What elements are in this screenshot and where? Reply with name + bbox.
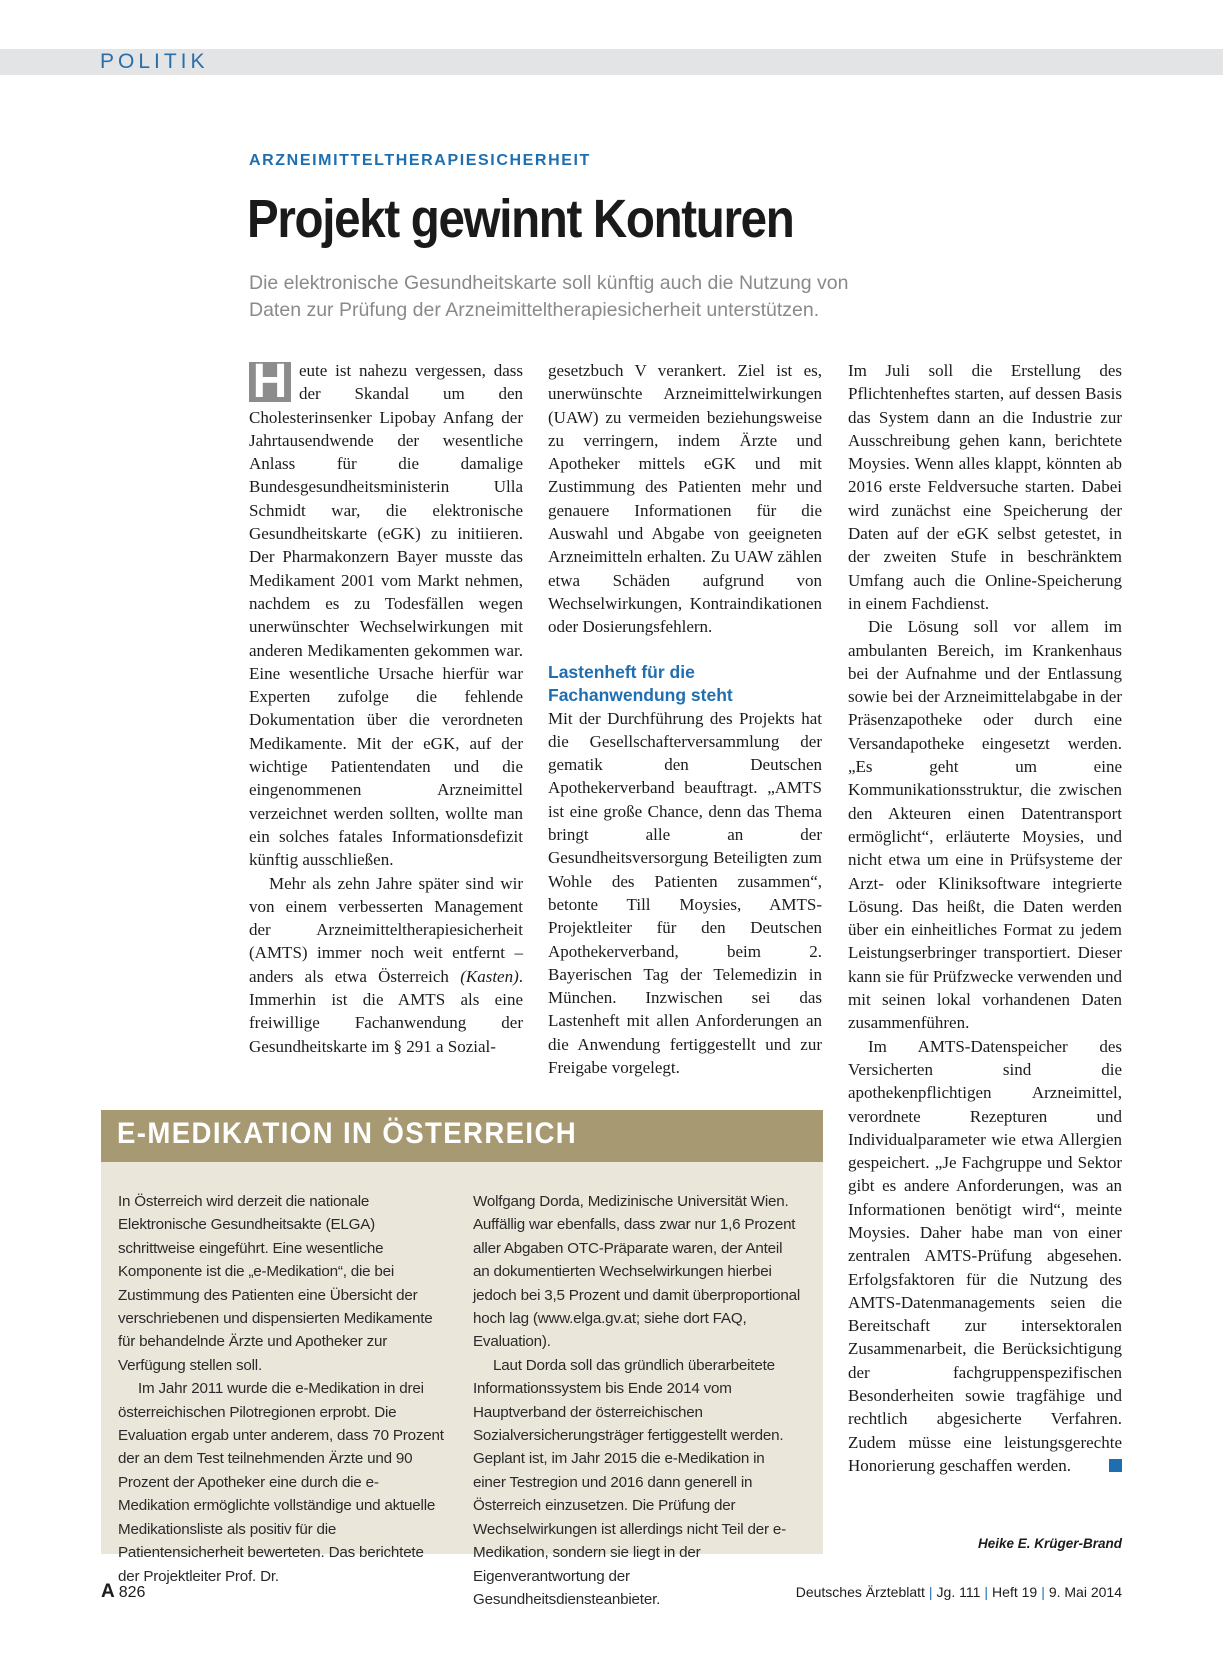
- info-box-header: [101, 1110, 823, 1162]
- box-reference: (Kasten): [460, 966, 519, 986]
- subheading-line: Fachanwendung steht: [548, 684, 733, 705]
- journal-issue: Heft 19: [992, 1584, 1038, 1600]
- paragraph-text: Mehr als zehn Jahre später sind wir von einem verbesserten Management der Arzneimitteltherapiesicherheit (AMTS) immer noch weit entfernt – anders als etwa Österreich: [249, 873, 523, 986]
- article-column-2: [548, 359, 822, 1079]
- paragraph: Mit der Durchführung des Projekts hat die Gesellschafterversammlung der gematik den Deutschen Apothekerverband beauftragt. „AMTS ist eine große Chance, denn das Thema bringt alle an der Gesundheitsversorgung Beteiligten zum Wohle des Patienten zusammen“, betonte Till Moysies, AMTS-Projektleiter für den Deutschen Apothekerverband, beim 2. Bayerischen Tag der Telemedizin in München. Inzwischen sei das Lastenheft mit allen Anforderungen an die Anwendung fertiggestellt und zur Freigabe vorgelegt.: [548, 708, 822, 1078]
- section-subheading: [548, 661, 822, 707]
- page-prefix: A: [101, 1581, 115, 1602]
- separator: |: [984, 1584, 989, 1600]
- drop-cap: H: [249, 362, 291, 402]
- end-mark-icon: [1109, 1459, 1122, 1472]
- paragraph: Im Juli soll die Erstellung des Pflichtenheftes starten, auf dessen Basis das System dann an die Industrie zur Ausschreibung gehen kann, berichtete Moysies. Wenn alles klappt, könnten ab 2016 erste Feldversuche starten. Dabei wird zunächst eine Speicherung der Daten auf der eGK selbst getestet, in der zweiten Stufe in beschränktem Umfang auch die Online-Speicherung in einem Fachdienst.: [848, 361, 1122, 613]
- journal-date: 9. Mai 2014: [1048, 1584, 1122, 1600]
- author-byline: Heike E. Krüger-Brand: [977, 1536, 1122, 1551]
- section-label: POLITIK: [100, 50, 209, 73]
- separator: |: [1041, 1584, 1045, 1600]
- paragraph: Wolfgang Dorda, Medizinische Universität Wien. Auffällig war ebenfalls, dass zwar nur 1,6 Prozent aller Abgaben OTC-Präparate waren, der Anteil an dokumentierten Wechselwirkungen hierbei jedoch bei 3,5 Prozent und damit überproportional hoch lag (www.elga.gv.at; siehe dort FAQ, Evaluation).: [473, 1193, 801, 1351]
- paragraph: gesetzbuch V verankert. Ziel ist es, unerwünschte Arzneimittelwirkungen (UAW) zu vermeiden beziehungsweise zu verringern, indem Ärzte und Apotheker mittels eGK und mit Zustimmung des Patienten mehr und genauere Informationen für die Auswahl und Abgabe von geeigneten Arzneimitteln erhalten. Zu UAW zählen etwa Schäden aufgrund von Wechselwirkungen, Kontraindikationen oder Dosierungsfehlern.: [548, 361, 822, 637]
- paragraph: Im Jahr 2011 wurde die e-Medikation in drei österreichischen Pilotregionen erprobt. Die Evaluation ergab unter anderem, dass 70 Prozent der an dem Test teilnehmenden Ärzte und 90 Prozent der Apotheker eine durch die e-Medikation ermöglichte vollständige und aktuelle Medikationsliste als positiv für die Patientensicherheit bewerteten. Das berichtete der Projektleiter Prof. Dr.: [118, 1380, 444, 1585]
- journal-name: Deutsches Ärzteblatt: [795, 1584, 925, 1600]
- article-column-1: [249, 355, 523, 1058]
- journal-volume: Jg. 111: [936, 1584, 981, 1600]
- page-number-value: 826: [118, 1584, 146, 1601]
- paragraph: In Österreich wird derzeit die nationale Elektronische Gesundheitsakte (ELGA) schrittweise eingeführt. Eine wesentliche Komponente ist die „e-Medikation“, die bei Zustimmung des Patienten eine Übersicht der verschriebenen und dispensierten Medikamente für behandelnde Ärzte und Apotheker zur Verfügung stellen soll.: [118, 1193, 433, 1374]
- paragraph: [848, 1035, 1122, 1478]
- paragraph-text: . Immerhin ist die AMTS als eine freiwillige Fachanwendung der Gesundheitskarte im § 291 a Sozial-: [249, 966, 523, 1056]
- article-subtitle: [249, 270, 1009, 324]
- separator: |: [928, 1584, 933, 1600]
- article-kicker: ARZNEIMITTELTHERAPIESICHERHEIT: [249, 152, 591, 169]
- info-box-column-1: [118, 1190, 446, 1588]
- paragraph: Laut Dorda soll das gründlich überarbeitete Informationssystem bis Ende 2014 vom Hauptverband der österreichischen Sozialversicherungsträger fertiggestellt werden. Geplant ist, im Jahr 2015 die e-Medikation in einer Testregion und 2016 dann generell in Österreich einzusetzen. Die Prüfung der Wechselwirkungen ist allerdings nicht Teil der e-Medikation, sondern sie liegt in der Eigenverantwortung der Gesundheitsdiensteanbieter.: [473, 1356, 786, 1608]
- paragraph: Die Lösung soll vor allem im ambulanten Bereich, im Krankenhaus bei der Aufnahme und der Entlassung sowie bei der Arzneimittelabgabe in der Präsenzapotheke oder durch eine Versandapotheke eingesetzt werden. „Es geht um eine Kommunikationsstruktur, die zwischen den Akteuren einen Datentransport ermöglicht“, erläuterte Moysies, und nicht etwa um eine in Prüfsysteme der Arzt- oder Kliniksoftware integrierte Lösung. Das heißt, die Daten werden über ein einheitliches Format zu jedem Leistungserbringer transportiert. Dieser kann sie für Prüfzwecke verwenden und mit seinen lokal vorhandenen Daten zusammenführen.: [848, 617, 1122, 1033]
- paragraph-text: Im AMTS-Datenspeicher des Versicherten sind die apothekenpflichtigen Arzneimittel, verordnete Rezepturen und Individualparameter wie etwa Allergien gespeichert. „Je Fachgruppe und Sektor gibt es andere Anforderungen, was an Informationen benötigt wird“, meinte Moysies. Daher habe man von einer zentralen AMTS-Prüfung abgesehen. Erfolgsfaktoren für die Nutzung des AMTS-Datenmanagements seien die Bereitschaft zur intersektoralen Zusammenarbeit, die Berücksichtigung der fachgruppenspezifischen Besonderheiten sowie tragfähige und rechtlich abgesicherte Verfahren. Zudem müsse eine leistungsgerechte Honorierung geschaffen werden.: [848, 1036, 1122, 1475]
- article-title: Projekt gewinnt Konturen: [247, 189, 794, 249]
- subheading-line: Lastenheft für die: [548, 661, 695, 682]
- subtitle-line: Daten zur Prüfung der Arzneimitteltherapiesicherheit unterstützen.: [249, 299, 820, 321]
- paragraph: [249, 872, 523, 1058]
- info-box-title: E-MEDIKATION IN ÖSTERREICH: [117, 1117, 578, 1150]
- article-column-3: [848, 359, 1122, 1477]
- subtitle-line: Die elektronische Gesundheitskarte soll künftig auch die Nutzung von: [249, 272, 849, 294]
- paragraph-text: eute ist nahezu vergessen, dass der Skandal um den Cholesterinsenker Lipobay Anfang der Jahrtausendwende der wesentliche Anlass für die damalige Bundesgesundheitsministerin Ulla Schmidt war, die elektronische Gesundheitskarte (eGK) zu initiieren. Der Pharmakonzern Bayer musste das Medikament 2001 vom Markt nehmen, nachdem es zu Todesfällen wegen unerwünschter Wechselwirkungen mit anderen Medikamenten gekommen war. Eine wesentliche Ursache hierfür war Experten zufolge die fehlende Dokumentation über die verordneten Medikamente. Mit der eGK, auf der wichtige Patientendaten und die eingenommenen Arzneimittel verzeichnet werden sollten, wollte man ein solches fatales Informationsdefizit künftig ausschließen.: [249, 361, 523, 870]
- paragraph: [249, 355, 523, 872]
- page-number: [101, 1581, 145, 1603]
- journal-info: [796, 1584, 1122, 1600]
- info-box-column-2: [473, 1190, 801, 1611]
